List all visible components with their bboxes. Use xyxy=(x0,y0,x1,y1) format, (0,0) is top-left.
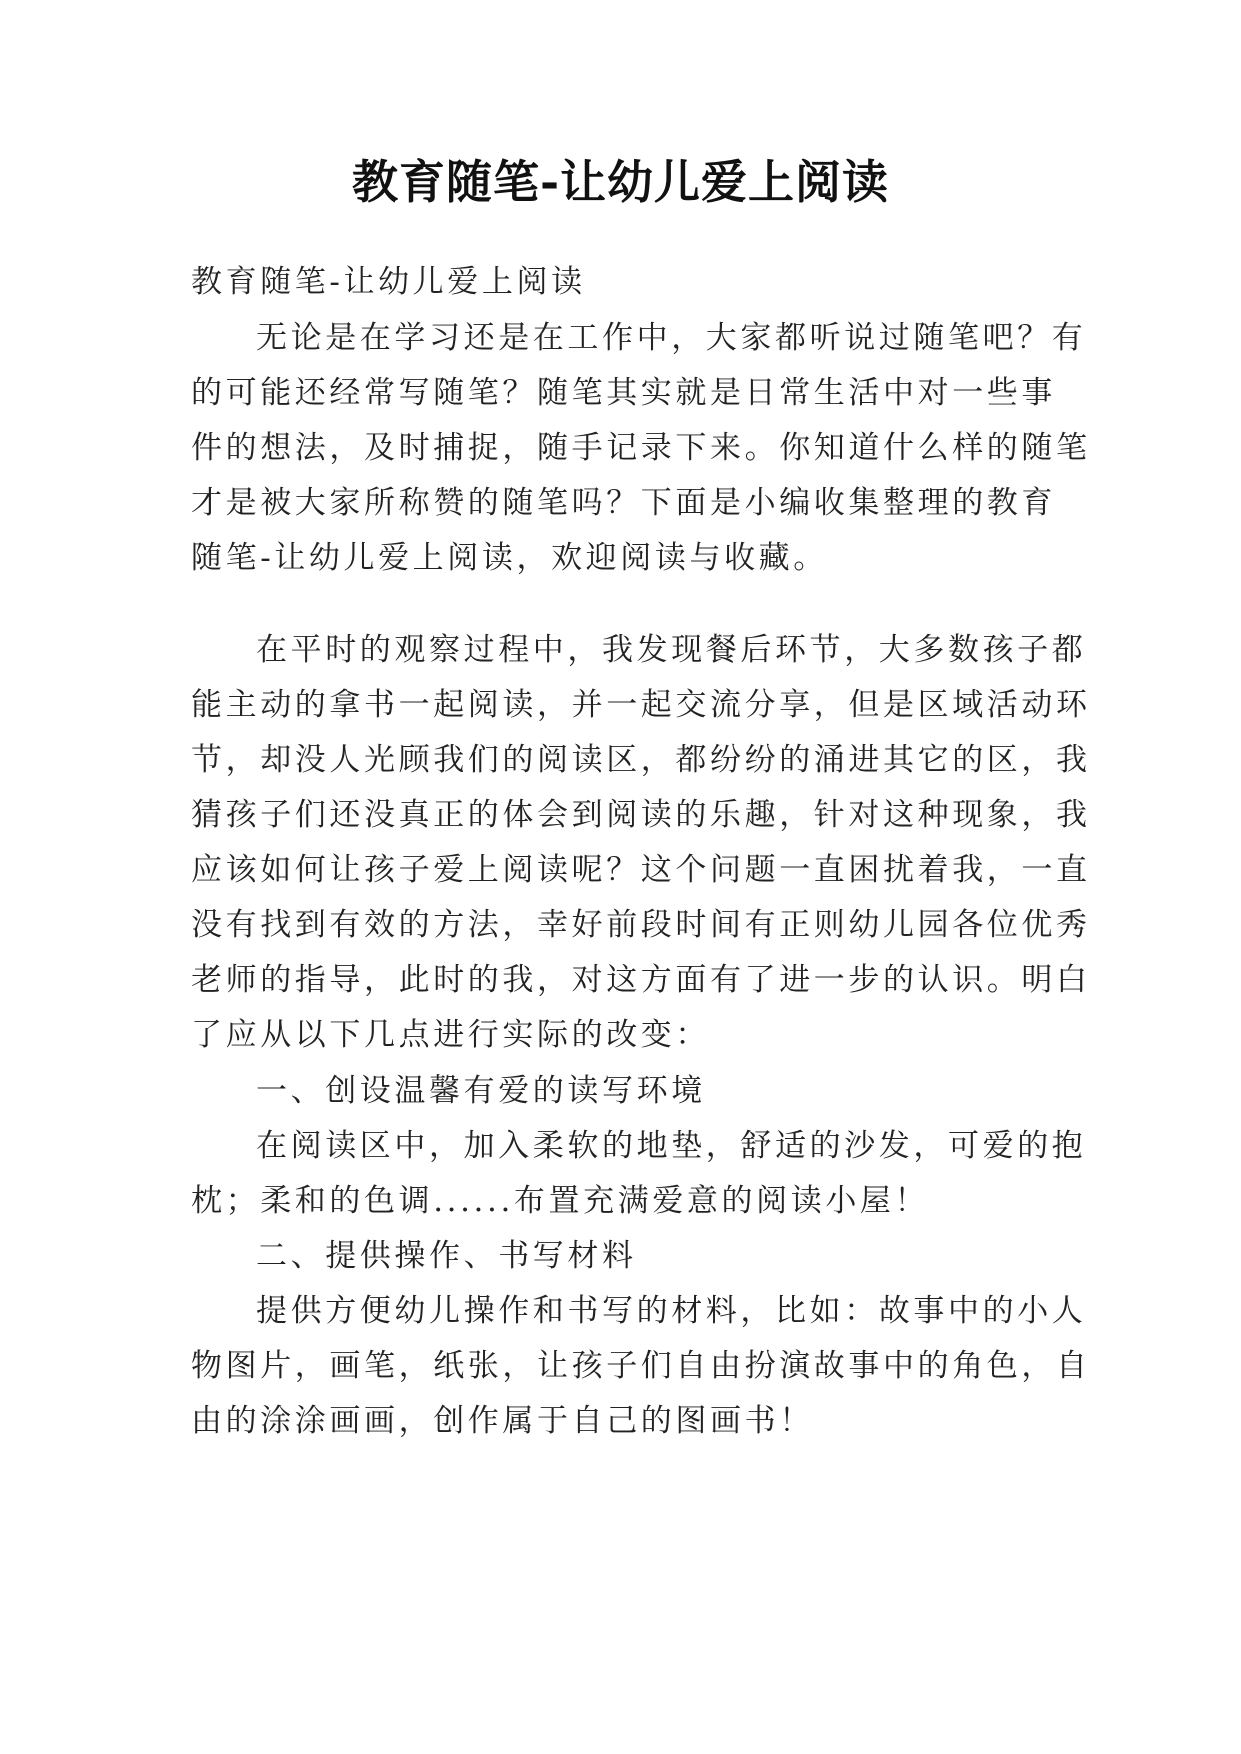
paragraph-line: 在平时的观察过程中，我发现餐后环节，大多数孩子都 xyxy=(256,632,1087,668)
paragraph-line: 老师的指导，此时的我，对这方面有了进一步的认识。明白 xyxy=(191,962,1091,998)
paragraph-line: 物图片，画笔，纸张，让孩子们自由扮演故事中的角色，自 xyxy=(191,1348,1091,1384)
paragraph-line: 提供方便幼儿操作和书写的材料，比如：故事中的小人 xyxy=(256,1293,1087,1329)
paragraph-line: 节，却没人光顾我们的阅读区，都纷纷的涌进其它的区，我 xyxy=(191,742,1091,778)
paragraph-line: 了应从以下几点进行实际的改变： xyxy=(191,1017,710,1053)
section-heading: 一、创设温馨有爱的读写环境 xyxy=(256,1073,706,1109)
paragraph-line: 的可能还经常写随笔？随笔其实就是日常生活中对一些事 xyxy=(191,375,1056,411)
paragraph-line: 在阅读区中，加入柔软的地垫，舒适的沙发，可爱的抱 xyxy=(256,1128,1087,1164)
paragraph-line: 枕；柔和的色调......布置充满爱意的阅读小屋！ xyxy=(191,1183,930,1219)
paragraph-line: 猜孩子们还没真正的体会到阅读的乐趣，针对这种现象，我 xyxy=(191,797,1091,833)
section-heading: 二、提供操作、书写材料 xyxy=(256,1238,637,1274)
paragraph-line: 无论是在学习还是在工作中，大家都听说过随笔吧？有 xyxy=(256,320,1087,356)
paragraph-line: 没有找到有效的方法，幸好前段时间有正则幼儿园各位优秀 xyxy=(191,907,1091,943)
paragraph-line: 随笔-让幼儿爱上阅读，欢迎阅读与收藏。 xyxy=(191,540,828,576)
subtitle-line: 教育随笔-让幼儿爱上阅读 xyxy=(191,264,586,300)
paragraph-line: 件的想法，及时捕捉，随手记录下来。你知道什么样的随笔 xyxy=(191,430,1091,466)
paragraph-line: 由的涂涂画画，创作属于自己的图画书！ xyxy=(191,1403,814,1439)
paragraph-line: 才是被大家所称赞的随笔吗？下面是小编收集整理的教育 xyxy=(191,485,1056,521)
paragraph-line: 应该如何让孩子爱上阅读呢？这个问题一直困扰着我，一直 xyxy=(191,852,1091,888)
paragraph-line: 能主动的拿书一起阅读，并一起交流分享，但是区域活动环 xyxy=(191,687,1091,723)
document-title: 教育随笔-让幼儿爱上阅读 xyxy=(351,155,890,209)
